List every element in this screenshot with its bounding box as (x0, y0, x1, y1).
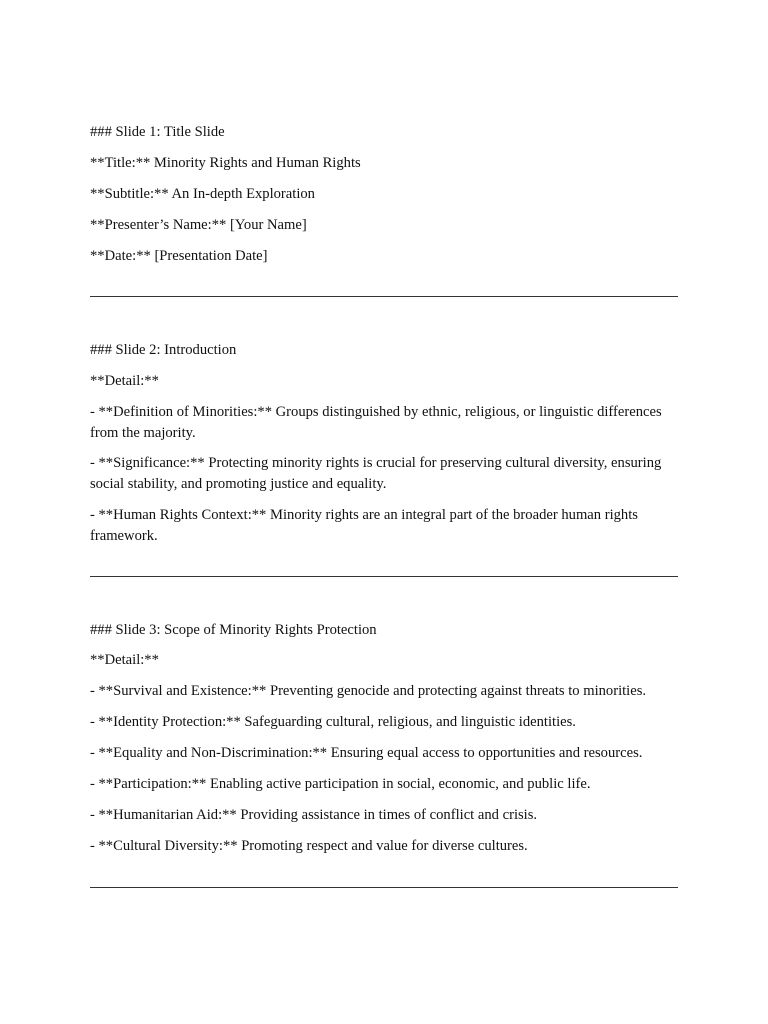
slide2-heading: ### Slide 2: Introduction (90, 342, 237, 358)
slide3-bullet-survival: - **Survival and Existence:** Preventing genocide and protecting against threats to minorities. (90, 683, 647, 699)
slide3-bullet-identity: - **Identity Protection:** Safeguarding cultural, religious, and linguistic identities. (90, 714, 576, 730)
section-divider-3 (90, 887, 678, 888)
slide3-bullet-participation: - **Participation:** Enabling active participation in social, economic, and public life. (90, 776, 591, 792)
slide1-heading: ### Slide 1: Title Slide (90, 124, 225, 140)
slide2-bullet-significance: - **Significance:** Protecting minority rights is crucial for preserving cultural diversity, ensuring social stability, and promoting justice and equality. (90, 455, 662, 492)
slide3-bullet-humanitarian: - **Humanitarian Aid:** Providing assistance in times of conflict and crisis. (90, 807, 538, 823)
slide1-presenter-line: **Presenter’s Name:** [Your Name] (90, 217, 307, 233)
slide2-bullet-context: - **Human Rights Context:** Minority rights are an integral part of the broader human rights framework. (90, 507, 638, 544)
slide3-heading: ### Slide 3: Scope of Minority Rights Protection (90, 622, 377, 638)
slide3-detail-label: **Detail:** (90, 652, 159, 668)
section-divider-2 (90, 576, 678, 577)
section-divider-1 (90, 296, 678, 297)
slide1-subtitle-line: **Subtitle:** An In-depth Exploration (90, 186, 315, 202)
slide1-date-line: **Date:** [Presentation Date] (90, 248, 268, 264)
slide1-title-line: **Title:** Minority Rights and Human Rights (90, 155, 361, 171)
slide3-bullet-cultural: - **Cultural Diversity:** Promoting respect and value for diverse cultures. (90, 838, 528, 854)
slide2-bullet-definition: - **Definition of Minorities:** Groups distinguished by ethnic, religious, or linguistic differences from the majority. (90, 404, 662, 441)
slide3-bullet-equality: - **Equality and Non-Discrimination:** Ensuring equal access to opportunities and resources. (90, 745, 643, 761)
slide2-detail-label: **Detail:** (90, 373, 159, 389)
